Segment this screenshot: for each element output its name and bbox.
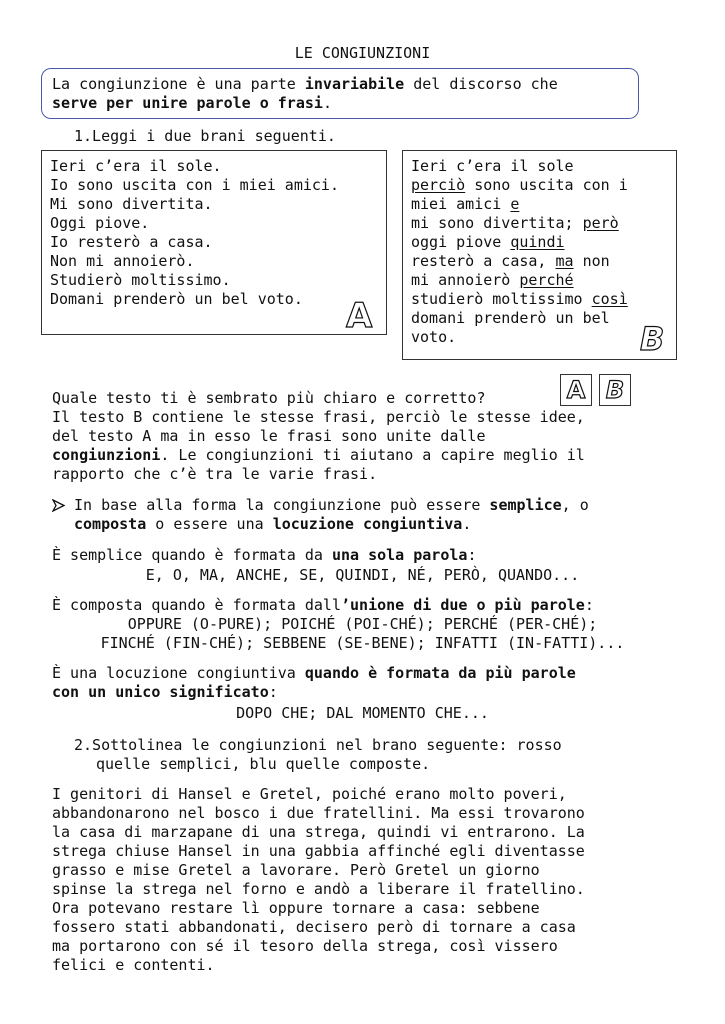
badge-a-icon — [560, 374, 592, 406]
bold-term: quando è formata da più parole — [304, 664, 576, 682]
bold-term: composta — [74, 515, 147, 533]
story-line: la casa di marzapane di una strega, quindi vi entrarono. La — [52, 823, 585, 841]
badge-b-letter: B — [605, 376, 625, 404]
form-line-1 — [74, 496, 589, 515]
badge-a-letter: A — [566, 376, 586, 404]
story-line: abbandonarono nel bosco i due fratellini. Ma essi trovarono — [52, 804, 585, 822]
page-title: LE CONGIUNZIONI — [294, 44, 431, 62]
text-b-text: oggi piove — [411, 233, 511, 251]
text-b-line: domani prenderò un bel — [411, 309, 610, 327]
conjunction-underlined: ma — [555, 252, 574, 270]
locution-definition-1 — [52, 664, 576, 683]
story-line: grasso e mise Gretel a lavorare. Però Gretel un giorno — [52, 861, 540, 879]
definition-text: del discorso che — [404, 75, 558, 93]
text-b-text: miei amici — [411, 195, 511, 213]
locution-text: : — [268, 683, 278, 701]
compound-text: È composta quando è formata dall — [52, 596, 341, 614]
letter-b-icon: B — [640, 320, 665, 358]
definition-text: . — [322, 94, 332, 112]
text-b-line: Ieri c’era il sole — [411, 157, 574, 175]
text-b-line — [411, 214, 619, 233]
locution-examples: DOPO CHE; DAL MOMENTO CHE... — [236, 704, 489, 722]
text-a-line: Mi sono divertita. — [50, 195, 213, 213]
text-b-text: resterò a casa, — [411, 252, 556, 270]
story-line: Ora potevano restare lì oppure tornare a casa: sebbene — [52, 899, 540, 917]
text-a-line: Io sono uscita con i miei amici. — [50, 176, 339, 194]
form-text: . — [462, 515, 472, 533]
conjunction-underlined: però — [582, 214, 619, 232]
exercise-1-instruction: 1.Leggi i due brani seguenti. — [74, 127, 336, 145]
letter-a-icon: A — [346, 296, 373, 336]
story-line: strega chiuse Hansel in una gabbia affinché egli diventasse — [52, 842, 585, 860]
arrowhead-bullet-icon — [52, 499, 65, 512]
bold-term: con un unico significato — [52, 683, 269, 701]
simple-examples: E, O, MA, ANCHE, SE, QUINDI, NÉ, PERÒ, QUANDO... — [145, 566, 580, 584]
locution-text: È una locuzione congiuntiva — [52, 664, 305, 682]
exercise-2-instruction-2: quelle semplici, blu quelle composte. — [96, 755, 431, 773]
definition-line-2 — [52, 94, 332, 113]
conjunction-underlined: così — [591, 290, 628, 308]
explanation-line: Il testo B contiene le stesse frasi, perciò le stesse idee, — [52, 408, 585, 426]
simple-text: : — [467, 546, 477, 564]
explanation-line: rapporto che c’è tra le varie frasi. — [52, 465, 378, 483]
badge-b-icon — [599, 374, 631, 406]
bold-term: locuzione congiuntiva — [272, 515, 463, 533]
simple-definition — [52, 546, 476, 565]
definition-text: La congiunzione è una parte — [52, 75, 305, 93]
bold-term: congiunzioni — [52, 446, 161, 464]
text-a-line: Oggi piove. — [50, 214, 150, 232]
explanation-text: . Le congiunzioni ti aiutano a capire meglio il — [160, 446, 585, 464]
story-line: felici e contenti. — [52, 956, 215, 974]
text-a-line: Ieri c’era il sole. — [50, 157, 222, 175]
text-b-text: non — [573, 252, 610, 270]
simple-text: È semplice quando è formata da — [52, 546, 332, 564]
definition-bold-phrase: serve per unire parole o frasi — [52, 94, 323, 112]
bold-term: ’unione di due o più parole — [340, 596, 585, 614]
compound-text: : — [584, 596, 594, 614]
locution-definition-2 — [52, 683, 278, 702]
story-line: ma portarono con sé il tesoro della strega, così vissero — [52, 937, 558, 955]
story-line: fossero stati abbandonati, decisero però di tornare a casa — [52, 918, 576, 936]
form-text: o essere una — [146, 515, 273, 533]
story-line: spinse la strega nel forno e andò a liberare il fratellino. — [52, 880, 585, 898]
text-b-line — [411, 290, 628, 309]
text-b-line: voto. — [411, 328, 457, 346]
text-b-line — [411, 195, 519, 214]
conjunction-underlined: quindi — [510, 233, 565, 251]
text-a-line: Non mi annoierò. — [50, 252, 195, 270]
text-b-text: mi annoierò — [411, 271, 520, 289]
form-text: , o — [561, 496, 589, 514]
conjunction-underlined: perciò — [411, 176, 466, 194]
compound-examples-1: OPPURE (O-PURE); POICHÉ (POI-CHÉ); PERCHÉ (PER-CHÉ); — [127, 615, 598, 633]
conjunction-underlined: e — [510, 195, 520, 213]
text-b-line — [411, 233, 565, 252]
definition-line-1 — [52, 75, 558, 94]
story-line: I genitori di Hansel e Gretel, poiché erano molto poveri, — [52, 785, 567, 803]
question-text: Quale testo ti è sembrato più chiaro e corretto? — [52, 389, 486, 407]
text-a-line: Domani prenderò un bel voto. — [50, 290, 303, 308]
definition-bold-word: invariabile — [304, 75, 405, 93]
exercise-2-instruction-1: 2.Sottolinea le congiunzioni nel brano seguente: rosso — [74, 736, 562, 754]
bold-term: semplice — [489, 496, 562, 514]
text-b-line — [411, 252, 610, 271]
text-b-line — [411, 176, 628, 195]
text-a-line: Io resterò a casa. — [50, 233, 213, 251]
text-b-line — [411, 271, 574, 290]
explanation-line: del testo A ma in esso le frasi sono unite dalle — [52, 427, 486, 445]
conjunction-underlined: perché — [519, 271, 574, 289]
compound-definition — [52, 596, 594, 615]
text-a-line: Studierò moltissimo. — [50, 271, 231, 289]
text-b-text: sono uscita con i — [465, 176, 628, 194]
text-b-text: studierò moltissimo — [411, 290, 592, 308]
explanation-line — [52, 446, 585, 465]
form-line-2 — [74, 515, 471, 534]
form-text: In base alla forma la congiunzione può essere — [74, 496, 490, 514]
text-b-text: mi sono divertita; — [411, 214, 583, 232]
compound-examples-2: FINCHÉ (FIN-CHÉ); SEBBENE (SE-BENE); INFATTI (IN-FATTI)... — [100, 634, 625, 652]
bold-term: una sola parola — [331, 546, 468, 564]
